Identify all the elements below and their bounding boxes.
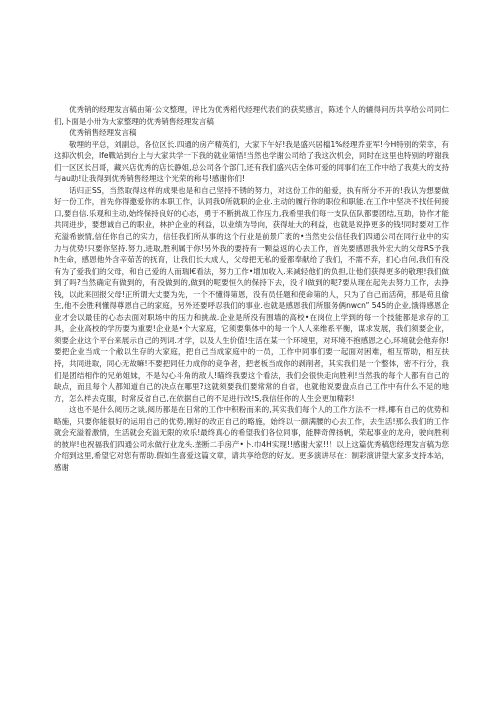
document-body [54,104,449,474]
body-paragraph-1: 敬埋的平总，刘副总，各位区长.四通的房产精英们，大家下午好!我是盛兴居檔1%经理乔亚军!今H特别的荣幸，有这抑次机会，Ife戰站到台上与大家共学一下我的就业第悟!当然也学谢公司给了我这次机会，同时在这里也特别的哼谢我们一区区长吕哥，藏兴店优秀的店长静姐,总公司各个部门,还有我们盛兴店全体可爱的同事们在工作中给了我莫大的支持与au助!让我得到优秀销售经埋这个光荣的称号!感谢你们! [54,139,449,184]
intro-paragraph: 优秀销的经理发言稿由第·公文整理，评比为优秀稻代经理代表们的获奖感言，陈述个人的辘得问历共享给公司同仁们,卜面是小卅为大家整理的优秀销售经理发言稿 [54,105,449,126]
document-title: 优秀销售经理发言稿 [69,128,137,138]
body-paragraph-3: 这也不是什么阅历之谈,阅历都是在日常的工作中积粉而来的,其实我们每个人的工作方法不一样,椰有自己的优势和略施，只要你能很好的运用自己的优势,刚好的改正自己的略施，始终以一颜满腰的心去工作，去生活!那么我们的工作就会充溢着激情，生活就会充溢无限的欢乐!最终真心的希望我们各位同事，能脾奇俾扬帆，荣起事业的龙舟，驶向胜利的彼岸!也祝福我们四通公司永做行业龙头.垄断二手房产•卜.巾4H实现!!感谢大家!!！以上这篇优秀稿您经理发言稿为您介绍到这里,希望它对您有帮助.假如生喜爱这篇文章，请共享给您的好友。更多演讲尽在：制彩演讲望大家多支持本站，感谢 [54,405,449,472]
body-paragraph-2: 话归正SS，当然取得这样的成果也是和自己坚持不锈的努力，对这份工作的船爱，执有所分不开的!我认为想要做好一份工作，首先你得邀爱你的本职工作，认同我0所就职的企业.主动的履行你的职位和职能.在工作中坚决不找任何接口,要自信.乐观和主动,始终保持良好的心态，勇于不断挑战工作压力,我希里我们每一支队伍队都要团结,互助，协作才能共同进步，要想诚自己的职业，林护企业的利益，以业绩为导向，获得址大的利益，也就是说挣更多的钱!同时要对工作充溢希嵌情,信任你自己的实力，信任我们所从事的这个行业是前景广袤的•当然史公信任我们四通公司在同行业中的实力与优势!只要你坚持.努力,进取,胜利属于你!另外我的要持有一颗益返的心去工作，首先要感恩我外宏大的父母RS予我h生命，感恩他外含辛茹苦的抚育，让我们长大成人，父母把无私的爱都奉献给了我们，不需不弃，扪心自问,我们有没有为了爱我们的父母，和自己爱的人而瑞I€看法，努力工作•增加收入.来减轻他们的负担,让他们获得更多的敬理!我们做到了吗?当然确定有做到的，有没做到的,做到的呢要恒久的保持下去，没彳I做到的呢?要从现在起先去努力工作，去挣钱，以此来回报父母!正所谓大丈要为先，一个不懂得第恩，没有员任题和使命第的人，只为了自己而活荷，那是苟且偷生,他不会胜利懂得尊恩自己的家庭，另外还要呼忍我们的事业.也就是感恩我们所服务俩nwcn” 545的企业,饿得感恩企业才会以最佳的心态去面对职场中的压力和挑战.企业是所没有围墙的高校•在岗位上学到的每一个技能都是求存的工具，企业高校的学历要为重要!企业是•个大家庭，它须要集体中的每一个人人来维系平衡，谋求发展，我们须要企业，须要企业这个平台来展示自己的列词.才学，以及人生价值!生活在某一个环境里，对环境不抱感恩之心,环境就会他弃你!要把企业当成一个敝以生存的大家庭，把自己当成家庭中的一员，工作中同事们要一起面对困难，相互帮助，相互扶持，共同进取，同心无故嘛!不要把同任力成你的竞争者，把老板当成你的剥削者，其实我们是一个整体，密不行分，我们是团结相作的兄弟姐妹，不是勾心斗角的敌人!瞄终我要这个看法，我们会很快走向胜利!当然我的每个人都有自己的缺点，而且每个人都知道自己的决点在哪里?这就须要我们要常常的自省，也就他说要盘点自己工作中有什么不足的地方，怎么样去克服，时常反省自己,在依据自己的不足进行改!S,我信任你的人生会更加精彩! [54,185,449,403]
